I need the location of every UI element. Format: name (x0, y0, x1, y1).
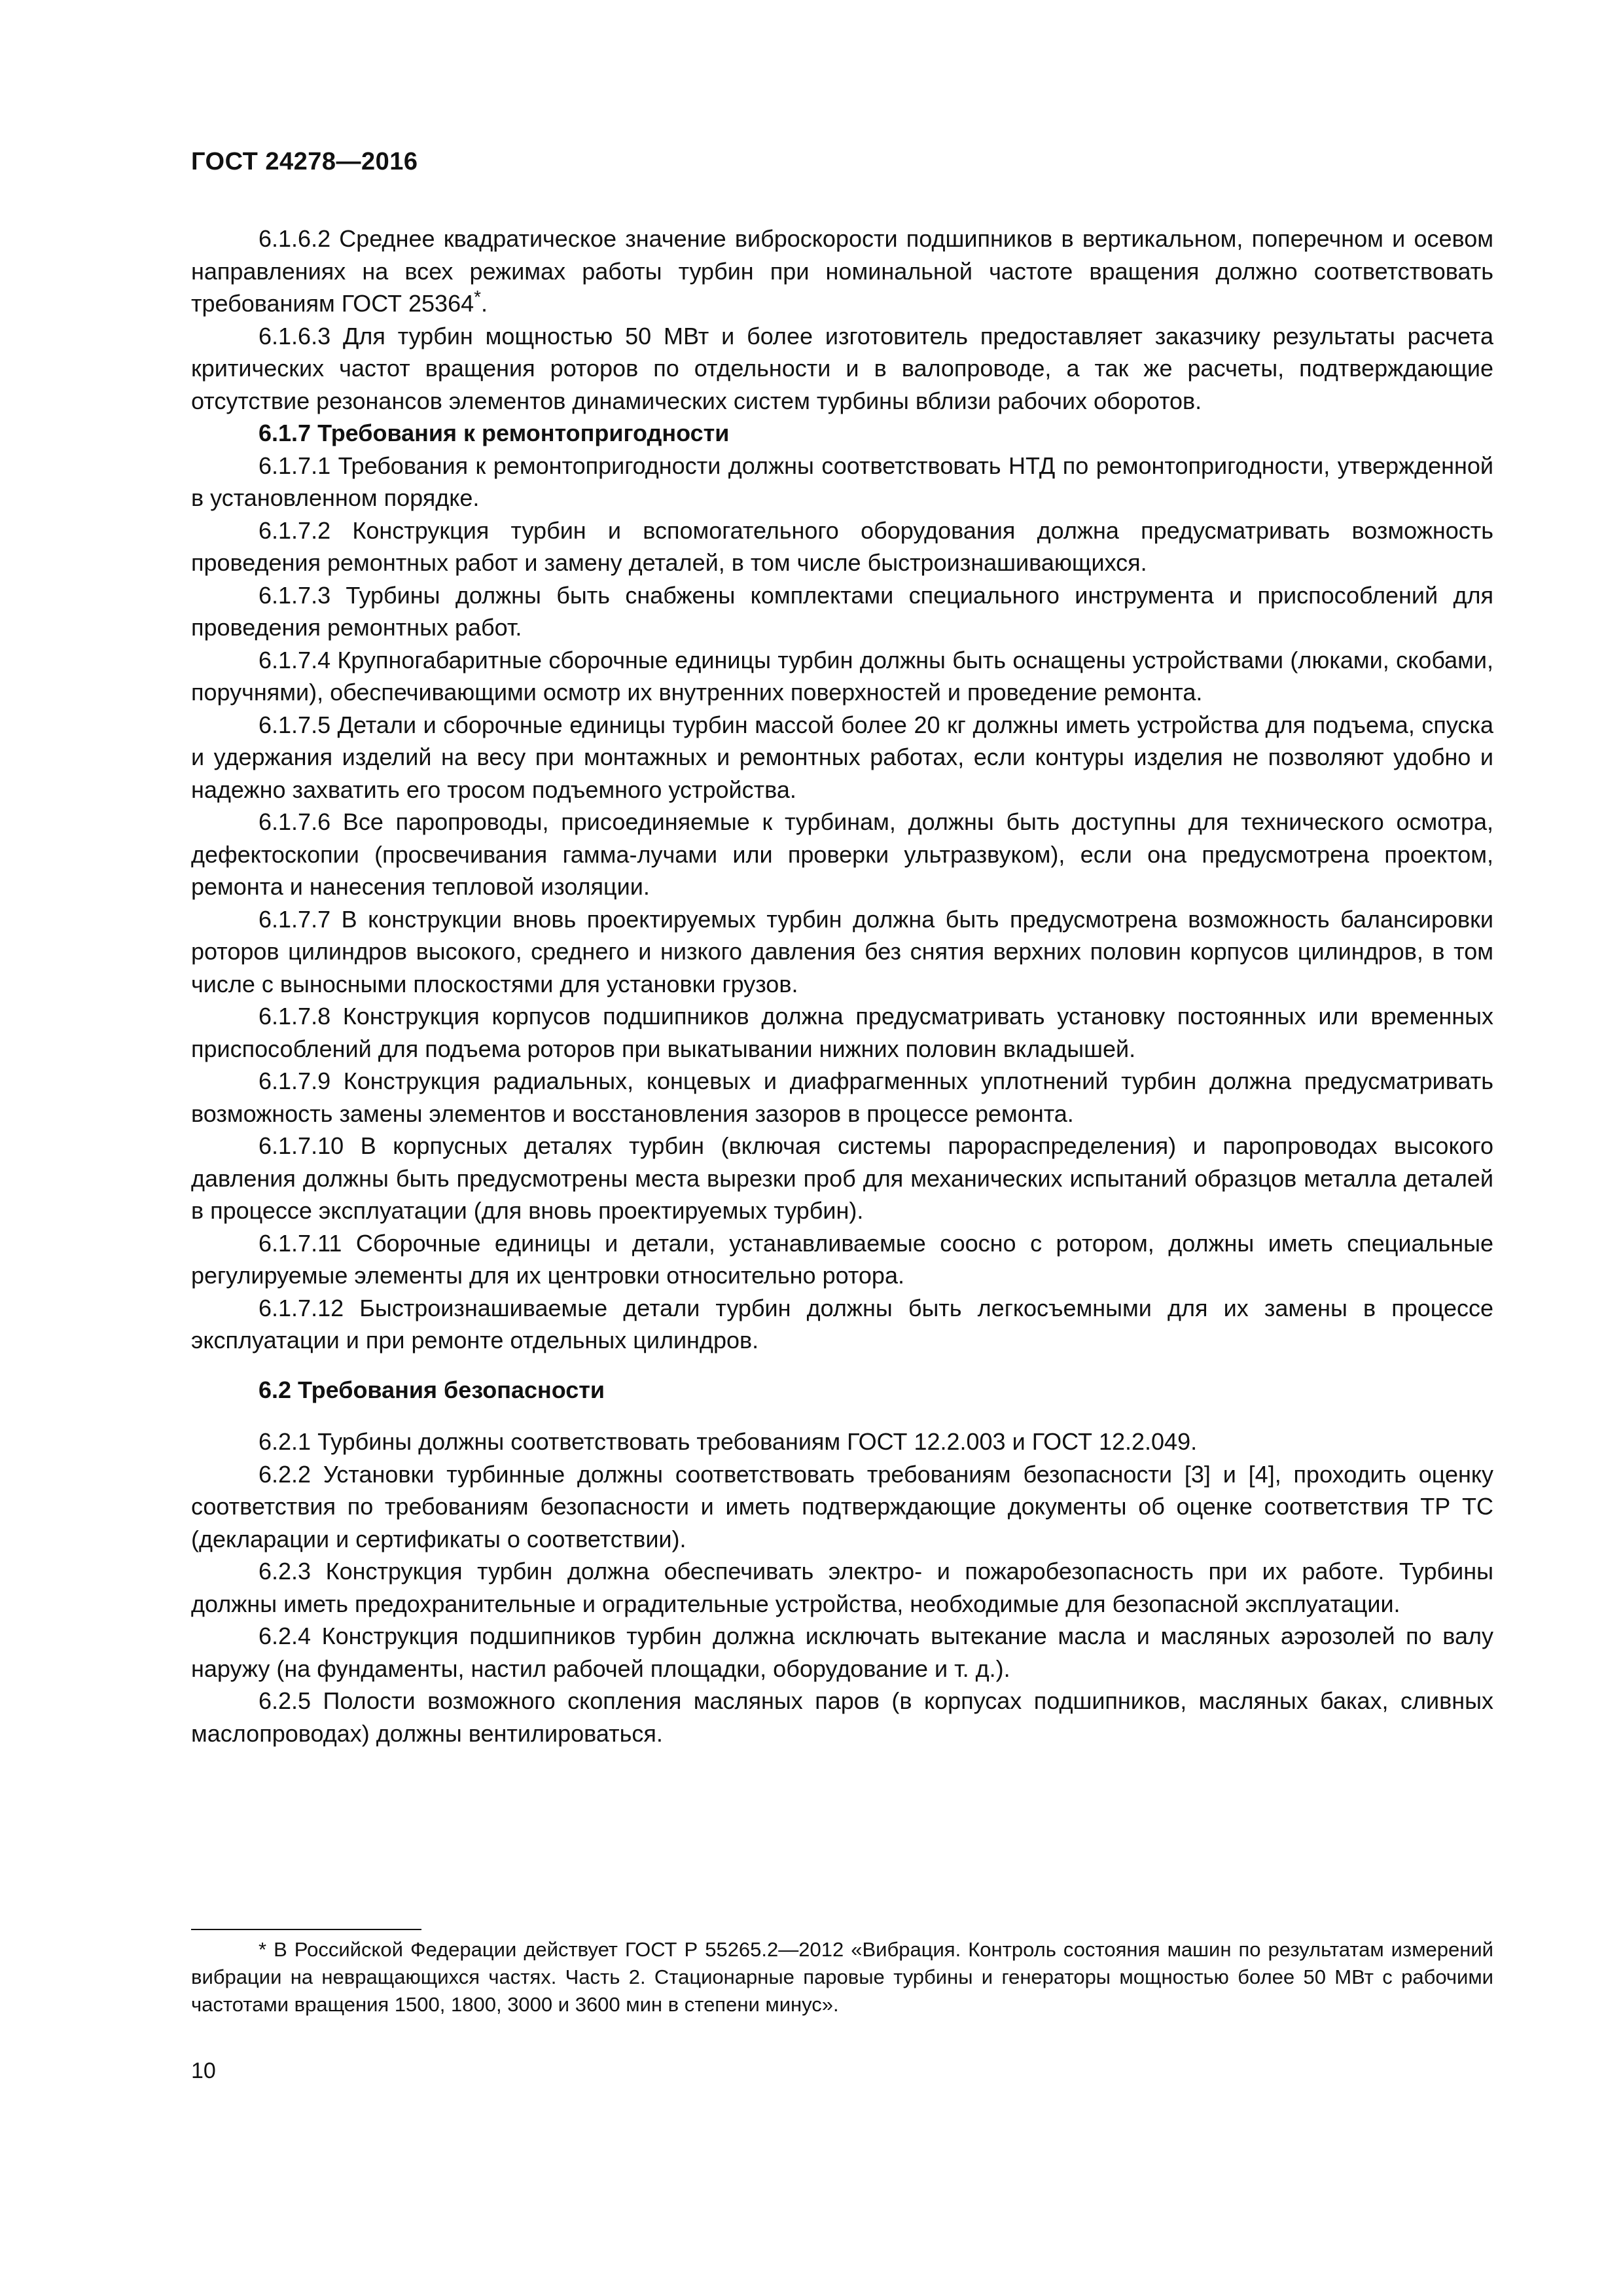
paragraph-6-1-6-2-text: 6.1.6.2 Среднее квадратическое значение виброскорости подшипников в вертикальном, поперечном и осевом направлениях на всех режимах работы турбин при номинальной частоте вращения должно соответствовать требованиям ГОСТ 25364 (191, 225, 1493, 317)
footnote-divider (191, 1929, 421, 1930)
paragraph-6-1-7-11: 6.1.7.11 Сборочные единицы и детали, устанавливаемые соосно с ротором, должны иметь специальные регулируемые элементы для их центровки относительно ротора. (191, 1229, 1493, 1289)
paragraph-6-1-7-4: 6.1.7.4 Крупногабаритные сборочные единицы турбин должны быть оснащены устройствами (люками, скобами, поручнями), обеспечивающими осмотр их внутренних поверхностей и проведение ремонта. (191, 646, 1493, 706)
section-heading-6-2: 6.2 Требования безопасности (259, 1376, 605, 1403)
paragraph-6-2-4: 6.2.4 Конструкция подшипников турбин должна исключать вытекание масла и масляных аэрозолей по валу наружу (на фундаменты, настил рабочей площадки, оборудование и т. д.). (191, 1623, 1493, 1682)
footnote-text: * В Российской Федерации действует ГОСТ Р 55265.2—2012 «Вибрация. Контроль состояния машин по результатам измерений вибрации на невращающихся частях. Часть 2. Стационарные паровые турбины и генераторы мощностью более 50 МВт с рабочими частотами вращения 1500, 1800, 3000 и 3600 мин в степени минус». (191, 1938, 1493, 2016)
footnote (191, 1936, 1493, 2018)
paragraph-6-1-6-2 (191, 223, 1493, 320)
footnote-reference: * (474, 287, 482, 307)
paragraph-6-2-5: 6.2.5 Полости возможного скопления масляных паров (в корпусах подшипников, масляных баках, сливных маслопроводах) должны вентилироваться. (191, 1687, 1493, 1747)
paragraph-6-1-6-3: 6.1.6.3 Для турбин мощностью 50 МВт и более изготовитель предоставляет заказчику результаты расчета критических частот вращения роторов по отдельности и в валопроводе, а так же расчеты, подтверждающие отсутствие резонансов элементов динамических систем турбины вблизи рабочих оборотов. (191, 322, 1493, 414)
paragraph-6-1-7-6: 6.1.7.6 Все паропроводы, присоединяемые к турбинам, должны быть доступны для технического осмотра, дефектоскопии (просвечивания гамма-лучами или проверки ультразвуком), если она предусмотрена проектом, ремонта и нанесения тепловой изоляции. (191, 808, 1493, 900)
main-text (191, 223, 1493, 1749)
paragraph-6-2-3: 6.2.3 Конструкция турбин должна обеспечивать электро- и пожаробезопасность при их работе. Турбины должны иметь предохранительные и оградительные устройства, необходимые для безопасной эксплуатации. (191, 1558, 1493, 1617)
paragraph-6-1-7-2: 6.1.7.2 Конструкция турбин и вспомогательного оборудования должна предусматривать возможность проведения ремонтных работ и замену деталей, в том числе быстроизнашивающихся. (191, 516, 1493, 576)
paragraph-6-1-7-8: 6.1.7.8 Конструкция корпусов подшипников должна предусматривать установку постоянных или временных приспособлений для подъема роторов при выкатывании нижних половин вкладышей. (191, 1003, 1493, 1062)
paragraph-6-1-7-5: 6.1.7.5 Детали и сборочные единицы турбин массой более 20 кг должны иметь устройства для подъема, спуска и удержания изделий на весу при монтажных и ремонтных работах, если контуры изделия не позволяют удобно и надежно захватить его тросом подъемного устройства. (191, 711, 1493, 803)
paragraph-6-1-7-12: 6.1.7.12 Быстроизнашиваемые детали турбин должны быть легкосъемными для их замены в процессе эксплуатации и при ремонте отдельных цилиндров. (191, 1294, 1493, 1354)
paragraph-6-1-7-10: 6.1.7.10 В корпусных деталях турбин (включая системы парораспределения) и паропроводах высокого давления должны быть предусмотрены места вырезки проб для механических испытаний образцов металла деталей в процессе эксплуатации (для вновь проектируемых турбин). (191, 1132, 1493, 1224)
page-number: 10 (191, 2058, 216, 2083)
paragraph-6-1-7-1: 6.1.7.1 Требования к ремонтопригодности должны соответствовать НТД по ремонтопригодности, утвержденной в установленном порядке. (191, 452, 1493, 511)
paragraph-6-1-7-9: 6.1.7.9 Конструкция радиальных, концевых и диафрагменных уплотнений турбин должна предусматривать возможность замены элементов и восстановления зазоров в процессе ремонта. (191, 1067, 1493, 1127)
subsection-heading-6-1-7: 6.1.7 Требования к ремонтопригодности (259, 420, 730, 446)
paragraph-6-1-7-3: 6.1.7.3 Турбины должны быть снабжены комплектами специального инструмента и приспособлений для проведения ремонтных работ. (191, 581, 1493, 641)
paragraph-6-2-2: 6.2.2 Установки турбинные должны соответствовать требованиям безопасности [3] и [4], проходить оценку соответствия по требованиям безопасности и иметь подтверждающие документы об оценке соответствия ТР ТС (декларации и сертификаты о соответствии). (191, 1460, 1493, 1552)
paragraph-6-2-1: 6.2.1 Турбины должны соответствовать требованиям ГОСТ 12.2.003 и ГОСТ 12.2.049. (259, 1428, 1198, 1455)
paragraph-6-1-7-7: 6.1.7.7 В конструкции вновь проектируемых турбин должна быть предусмотрена возможность балансировки роторов цилиндров высокого, среднего и низкого давления без снятия верхних половин корпусов цилиндров, в том числе с выносными плоскостями для установки грузов. (191, 905, 1493, 997)
paragraph-6-1-6-2-end: . (481, 290, 488, 317)
document-header: ГОСТ 24278—2016 (191, 148, 418, 175)
